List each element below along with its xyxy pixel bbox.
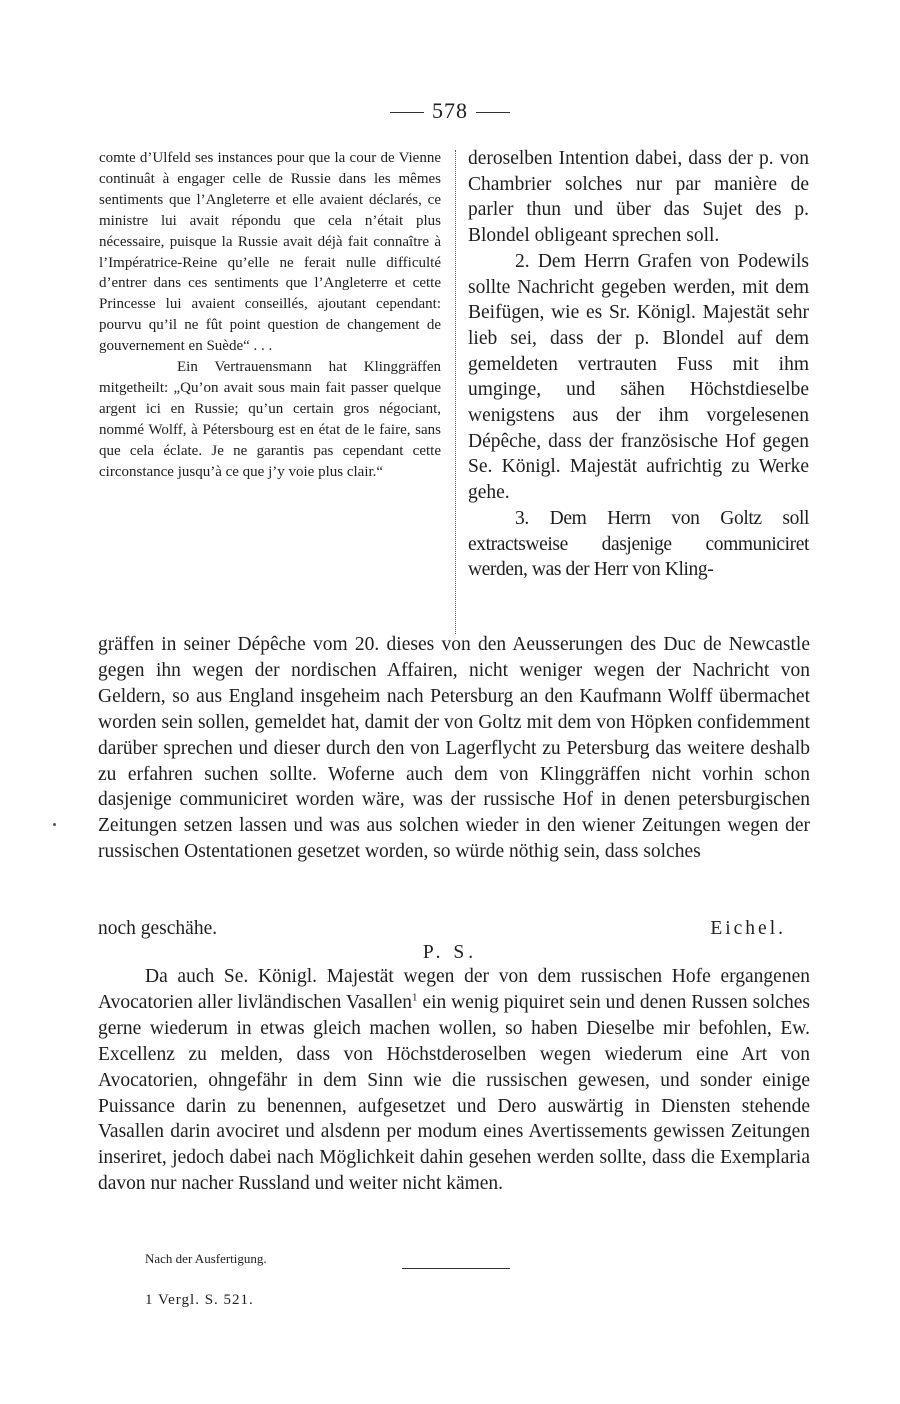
signature: Eichel. — [710, 918, 786, 939]
right-paragraph-2: 2. Dem Herrn Grafen von Podewils sollte Nachricht gegeben werden, mit dem Beifügen, wie es Sr. Königl. Majestät sehr lieb sei, dass der p. Blondel auf dem gemeldeten vertrauten Fuss mit ihm umginge, und sähen Höchstdieselbe wenigstens aus der ihm vorgelesenen Dépêche, dass der französische Hof gegen Se. Königl. Majestät aufrichtig zu Werke gehe. — [468, 250, 809, 504]
right-paragraph-3: 3. Dem Herrn von Goltz soll extractsweise dasjenige communiciret werden, was der Herr von Kling- — [468, 507, 809, 581]
postscript-text-part-2: ein wenig piquiret sein und denen Russen solches gerne wiederum in etwas gleich machen wollen, so haben Dieselbe mir befohlen, Ew. Excellenz zu melden, dass von Höchstderoselben wegen wiederum eine Art von Avocatorien, ohngefähr in dem Sinn wie die russischen gewesen, und sonder einige Puissance darin zu benennen, aufgesetzet und Dero auswärtig in Diensten stehende Vasallen darin avociret und alsdenn per modum eines Avertissements gewissen Zeitungen inseriret, jedoch dabei nach Möglichkeit dahin gesehen werden sollte, dass die Exemplaria davon nur nacher Russland und weiter nicht kämen. — [98, 991, 810, 1195]
postscript-paragraph — [98, 964, 810, 1197]
column-divider — [455, 150, 456, 634]
left-column-quote — [99, 148, 441, 483]
left-paragraph-1: comte d’Ulfeld ses instances pour que la cour de Vienne continuât à engager celle de Russie dans les mêmes sentiments que l’Angleterre et elle avaient déclarés, ce ministre lui avait répondu que cela n’était plus nécessaire, puisque la Russie avait déjà fait connaître à l’Impératrice-Reine qu’elle ne ferait nulle difficulté d’entrer dans ces sentiments que l’Angleterre et cette Princesse lui avaient conseillés, ajoutant cependant: pourvu qu’il ne fût point question de changement de gouvernement en Suède“ . . . — [99, 150, 441, 355]
page-number-dash-left — [390, 112, 424, 113]
postscript-heading: P. S. — [422, 942, 478, 963]
footnote: 1 Vergl. S. 521. — [145, 1292, 254, 1308]
footnote-separator — [402, 1268, 510, 1269]
source-note: Nach der Ausfertigung. — [145, 1251, 267, 1266]
page-number-dash-right — [476, 112, 510, 113]
main-paragraph: gräffen in seiner Dépêche vom 20. dieses von den Aeusserungen des Duc de Newcastle gegen ihn wegen der nordischen Affairen, nicht weniger wegen der Nachricht von Geldern, so aus England insgeheim nach Petersburg an den Kaufmann Wolff übermachet worden sein sollen, gemeldet hat, damit der von Goltz mit dem von Höpken confidemment darüber sprechen und dieser durch den von Lagerflycht zu Petersburg das weitere deshalb zu erfahren suchen sollte. Woferne auch dem von Klinggräffen nicht vorhin schon dasjenige communiciret worden wäre, was der russische Hof in denen petersburgischen Zeitungen setzen lassen und was aus solchen wieder in den wiener Zeitungen wegen der russischen Ostentationen gesetzet worden, so würde nöthig sein, dass solches — [98, 634, 810, 863]
left-paragraph-2: Ein Vertrauensmann hat Klinggräffen mitgetheilt: „Qu’on avait sous main fait passer quelque argent ici en Russie; qu’un certain gros négociant, nommé Wolff, à Pétersbourg est en état de le faire, sans que cela éclate. Je ne garantis pas cependant cette circonstance jusqu’à ce que j’y voie plus clair.“ — [99, 359, 441, 480]
page-number-text: 578 — [432, 98, 468, 123]
main-text-continued — [98, 632, 810, 865]
margin-dot-mark — [53, 823, 56, 826]
postscript-text-part-1: Da auch Se. Königl. Majestät wegen der von dem russischen Hofe ergangenen Avocatorien aller livländischen Vasallen — [98, 966, 810, 1013]
postscript-text — [98, 964, 810, 1197]
page-number — [0, 98, 900, 124]
right-column-text — [468, 146, 809, 583]
main-paragraph-last-line: noch geschähe. — [98, 918, 218, 939]
right-paragraph-1: deroselben Intention dabei, dass der p. von Chambrier solches nur par manière de parler thun und über das Sujet des p. Blondel obligeant sprechen soll. — [468, 148, 809, 247]
signoff-line — [98, 916, 810, 944]
footnote-marker: 1 — [412, 991, 418, 1004]
